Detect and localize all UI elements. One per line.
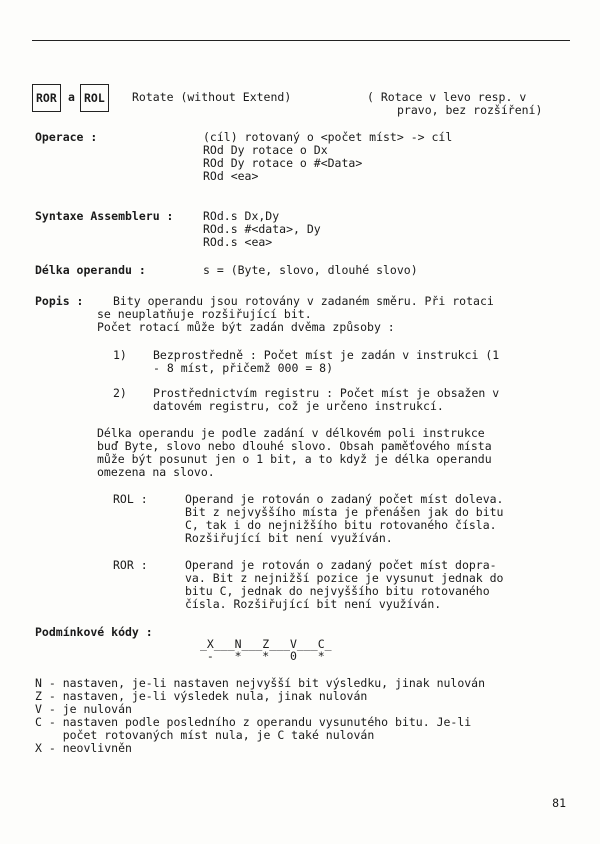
top-rule (32, 40, 570, 41)
flag-description: C - nastaven podle posledního z operandu vysunutého bitu. Je-li (35, 715, 472, 729)
rol-text: Bit z nejvyššího místa je přenášen jak do bitu (185, 505, 504, 519)
item-text: Prostřednictvím registru : Počet míst je obsažen v (153, 386, 500, 400)
operace-line: (cíl) rotovaný o <počet míst> -> cíl (203, 130, 453, 144)
flags-names: _X___N___Z___V___C_ (200, 637, 332, 651)
syntaxe-label: Syntaxe Assembleru : (35, 209, 174, 223)
item-text: Bezprostředně : Počet míst je zadán v instrukci (1 (153, 348, 500, 362)
rol-box: ROL (80, 84, 109, 112)
flag-description: V - je nulován (35, 702, 132, 716)
ror-text: Operand je rotován o zadaný počet míst dopra- (185, 558, 497, 572)
flag-description: N - nastaven, je-li nastaven nejvyšší bit výsledku, jinak nulován (35, 676, 486, 690)
instruction-subtitle-2: pravo, bez rozšíření) (397, 103, 543, 117)
flag-description: X - neovlivněn (35, 741, 132, 755)
popis-text: Délka operandu je podle zadání v délkovém poli instrukce (97, 426, 485, 440)
flags-label: Podmínkové kódy : (35, 625, 153, 639)
syntaxe-line: ROd.s <ea> (203, 235, 273, 249)
item-number: 1) (113, 348, 127, 362)
ror-label: ROR : (113, 558, 148, 572)
operace-label: Operace : (35, 130, 98, 144)
flag-description: počet rotovaných míst nula, je C také nulován (35, 728, 375, 742)
popis-text: se neuplatňuje rozšiřující bit. (97, 307, 312, 321)
instruction-subtitle-1: ( Rotace v levo resp. v (367, 90, 527, 104)
operace-line: ROd Dy rotace o Dx (203, 143, 328, 157)
syntaxe-line: ROd.s #<data>, Dy (203, 222, 321, 236)
delka-label: Délka operandu : (35, 263, 146, 277)
operace-line: ROd <ea> (203, 169, 259, 183)
syntaxe-line: ROd.s Dx,Dy (203, 209, 280, 223)
conjunction: a (68, 90, 75, 104)
flag-description: Z - nastaven, je-li výsledek nula, jinak nulován (35, 689, 368, 703)
popis-text: buď Byte, slovo nebo dlouhé slovo. Obsah paměťového místa (97, 439, 492, 453)
rol-text: Rozšiřující bit není využíván. (185, 531, 393, 545)
rol-label: ROL : (113, 492, 148, 506)
popis-text: Počet rotací může být zadán dvěma způsoby : (97, 320, 395, 334)
popis-text: může být posunut jen o 1 bit, a to když je délka operandu (97, 452, 492, 466)
item-text: - 8 míst, přičemž 000 = 8) (153, 361, 334, 375)
rol-text: C, tak i do nejnižšího bitu rotovaného čísla. (185, 518, 497, 532)
ror-box: ROR (32, 84, 61, 112)
ror-text: bitu C, jednak do nejvyššího bitu rotovaného (185, 584, 490, 598)
page-number: 81 (552, 796, 566, 810)
flags-values: - * * 0 * (200, 649, 332, 663)
ror-text: čísla. Rozšiřující bit není využíván. (185, 597, 442, 611)
item-text: datovém registru, což je určeno instrukcí. (153, 399, 444, 413)
popis-text: omezena na slovo. (97, 465, 215, 479)
rol-text: Operand je rotován o zadaný počet míst doleva. (185, 492, 504, 506)
operace-line: ROd Dy rotace o #<Data> (203, 156, 363, 170)
popis-text: Bity operandu jsou rotovány v zadaném směru. Při rotaci (113, 294, 494, 308)
item-number: 2) (113, 386, 127, 400)
ror-text: va. Bit z nejnižší pozice je vysunut jednak do (185, 571, 504, 585)
instruction-title: Rotate (without Extend) (132, 90, 292, 104)
delka-value: s = (Byte, slovo, dlouhé slovo) (203, 263, 418, 277)
popis-label: Popis : (35, 294, 84, 308)
